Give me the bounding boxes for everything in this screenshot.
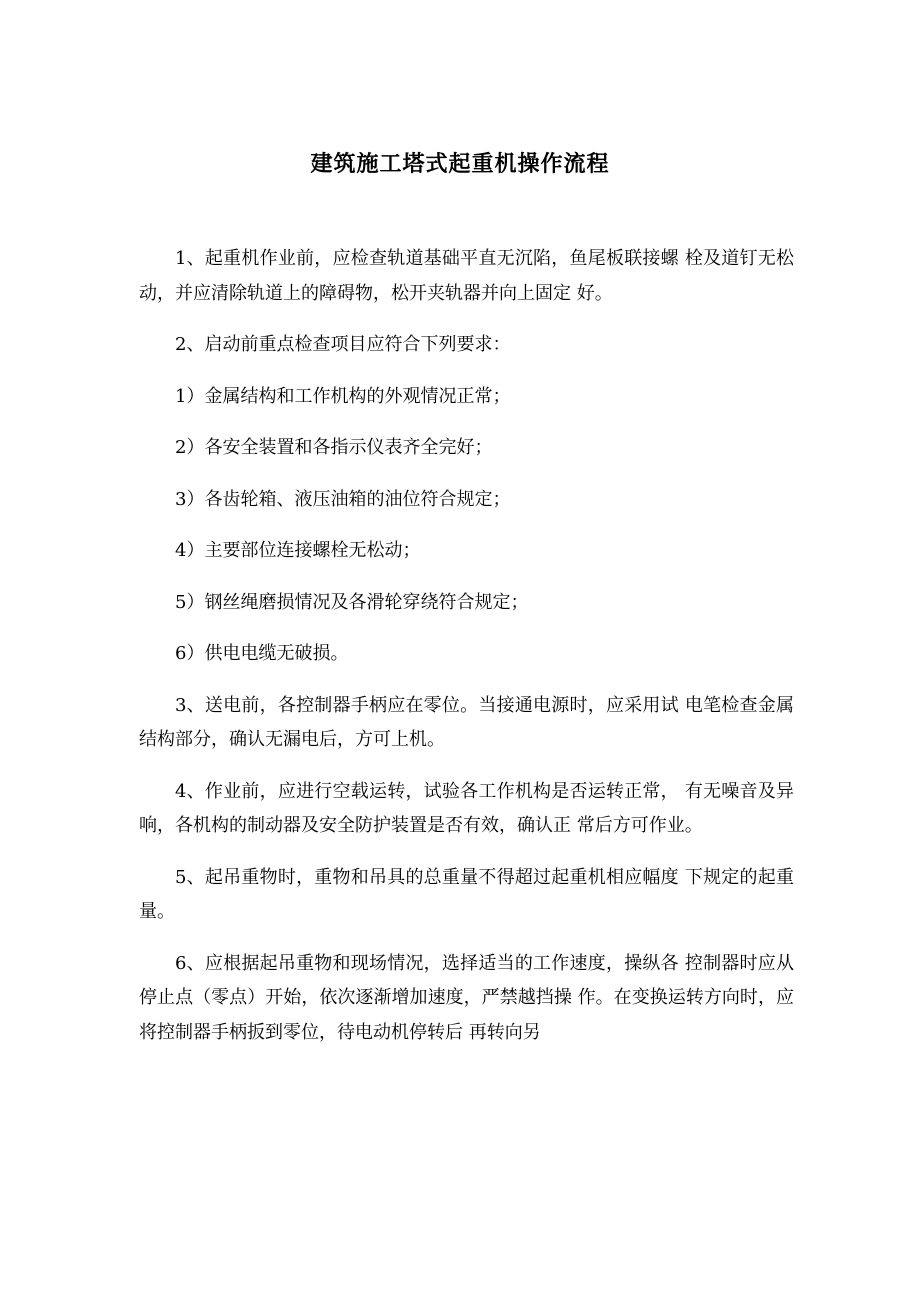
paragraph-4: 4、作业前，应进行空载运转，试验各工作机构是否运转正常， 有无噪音及异响，各机构的制动器及安全防护装置是否有效，确认正 常后方可作业。	[139, 780, 794, 836]
paragraph-3: 3、送电前，各控制器手柄应在零位。当接通电源时，应采用试 电笔检查金属结构部分，确认无漏电后，方可上机。	[139, 694, 794, 750]
list-item-3: 3）各齿轮箱、液压油箱的油位符合规定；	[175, 488, 511, 510]
list-item-5: 5）钢丝绳磨损情况及各滑轮穿绕符合规定；	[175, 591, 529, 613]
paragraph-6: 6、应根据起吊重物和现场情况，选择适当的工作速度，操纵各 控制器时应从停止点（零点）开始，依次逐渐增加速度，严禁越挡操 作。在变换运转方向时，应将控制器手柄扳到零位，待电动机停转后 再转向另	[139, 952, 794, 1043]
paragraph-2: 2、启动前重点检查项目应符合下列要求：	[175, 334, 511, 355]
list-item-6: 6）供电电缆无破损。	[175, 643, 349, 664]
document-title: 建筑施工塔式起重机操作流程	[310, 151, 610, 177]
paragraph-1: 1、起重机作业前，应检查轨道基础平直无沉陷，鱼尾板联接螺 栓及道钉无松动，并应清除轨道上的障碍物，松开夹轨器并向上固定 好。	[139, 248, 794, 304]
list-item-4: 4）主要部位连接螺栓无松动；	[175, 540, 421, 561]
document-body	[139, 242, 794, 1067]
list-item-1: 1）金属结构和工作机构的外观情况正常；	[175, 385, 511, 407]
paragraph-5: 5、起吊重物时，重物和吊具的总重量不得超过起重机相应幅度 下规定的起重量。	[139, 866, 794, 922]
list-item-2: 2）各安全装置和各指示仪表齐全完好；	[175, 437, 493, 458]
